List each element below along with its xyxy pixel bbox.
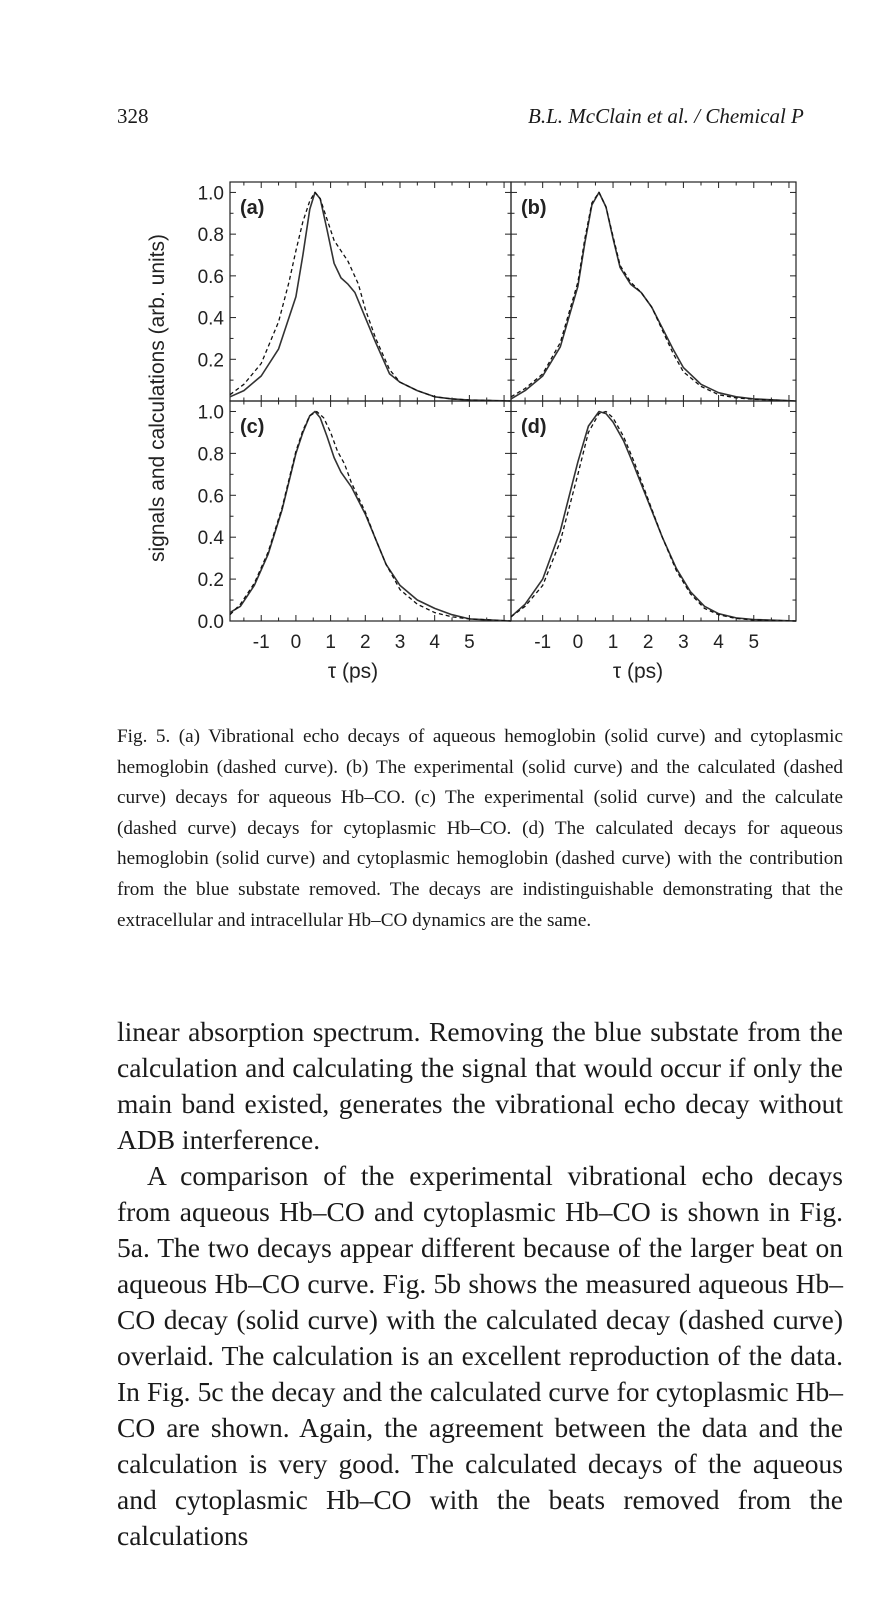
x-tick-label: 4 — [429, 632, 440, 653]
x-tick-label: 1 — [325, 632, 336, 653]
figure-caption: Fig. 5. (a) Vibrational echo decays of aqueous hemoglobin (solid curve) and cytoplasmic hemoglobin (dashed curve). (b) The experimental (solid curve) and the calculated (dashed curve) decays for aqueous Hb–CO. (c) The experimental (solid curve) and the calculate (dashed curve) decays for cytoplasmic Hb–CO. (d) The calculated decays for aqueous hemoglobin (solid curve) and cytoplasmic hemoglobin (dashed curve) with the contribution from the blue substate removed. The decays are indistinguishable demonstrating that the extracellular and intracellular Hb–CO dynamics are the same. — [117, 726, 843, 931]
body-paragraph: A comparison of the experimental vibrational echo decays from aqueous Hb–CO and cytoplasmic Hb–CO is shown in Fig. 5a. The two decays appear different because of the larger beat on aqueous Hb–CO curve. Fig. 5b shows the measured aqueous Hb–CO decay (solid curve) with the calculated decay (dashed curve) overlaid. The calculation is an excellent reproduction of the data. In Fig. 5c the decay and the calculated curve for cytoplasmic Hb–CO are shown. Again, the agreement between the data and the calculation is very good. The calculated decays of the aqueous and cytoplasmic Hb–CO with the beats removed from the calculations — [117, 1160, 843, 1551]
x-tick-label: -1 — [252, 632, 270, 653]
body-text — [117, 1014, 843, 1554]
x-tick-label: 5 — [464, 632, 475, 653]
series-dashed-line — [511, 192, 796, 401]
x-tick-label: -1 — [534, 632, 552, 653]
y-tick-label: 0.8 — [197, 225, 224, 247]
running-header: B.L. McClain et al. / Chemical P — [528, 104, 804, 128]
series-dashed-line — [230, 192, 511, 401]
panel-label: (c) — [240, 416, 265, 438]
x-tick-label: 4 — [713, 632, 724, 653]
series-solid-line — [230, 192, 511, 401]
panel-frame-1 — [511, 182, 796, 401]
panel-frame-0 — [230, 182, 511, 401]
y-tick-label: 0.4 — [197, 528, 224, 550]
x-tick-label: 0 — [572, 632, 584, 653]
x-tick-label: 2 — [360, 632, 371, 653]
x-tick-label: 0 — [290, 632, 302, 653]
x-tick-label: 2 — [642, 632, 654, 653]
y-tick-label: 0.8 — [197, 444, 224, 466]
x-axis-label-right: τ (ps) — [612, 660, 664, 683]
series-solid-line — [511, 412, 796, 622]
x-axis-label-left: τ (ps) — [327, 660, 379, 683]
panel-label: (b) — [521, 197, 547, 219]
panel-frame-2 — [230, 401, 511, 621]
panel-label: (a) — [240, 197, 265, 219]
figure-5 — [140, 170, 840, 710]
body-paragraph: linear absorption spectrum. Removing the blue substate from the calculation and calculating the signal that would occur if only the main band existed, generates the vibrational echo decay without ADB interference. — [117, 1016, 843, 1155]
y-tick-label: 0.6 — [197, 486, 224, 508]
series-solid-line — [230, 412, 511, 622]
y-axis-label: signals and calculations (arb. units) — [146, 233, 169, 563]
y-tick-label: 0.0 — [197, 612, 224, 633]
series-solid-line — [511, 192, 796, 401]
y-tick-label: 0.2 — [197, 350, 224, 372]
y-tick-label: 1.0 — [197, 402, 224, 424]
y-tick-label: 0.2 — [197, 570, 224, 592]
panel-frame-3 — [511, 401, 796, 621]
figure-5-chart — [140, 170, 840, 710]
x-tick-label: 5 — [748, 632, 760, 653]
panel-label: (d) — [521, 416, 547, 438]
x-tick-label: 1 — [607, 632, 619, 653]
x-tick-label: 3 — [678, 632, 689, 653]
y-tick-label: 0.4 — [197, 308, 224, 330]
series-dashed-line — [230, 412, 511, 622]
page-number: 328 — [117, 104, 149, 128]
y-tick-label: 1.0 — [197, 183, 224, 205]
y-tick-label: 0.6 — [197, 266, 224, 288]
x-tick-label: 3 — [394, 632, 406, 653]
